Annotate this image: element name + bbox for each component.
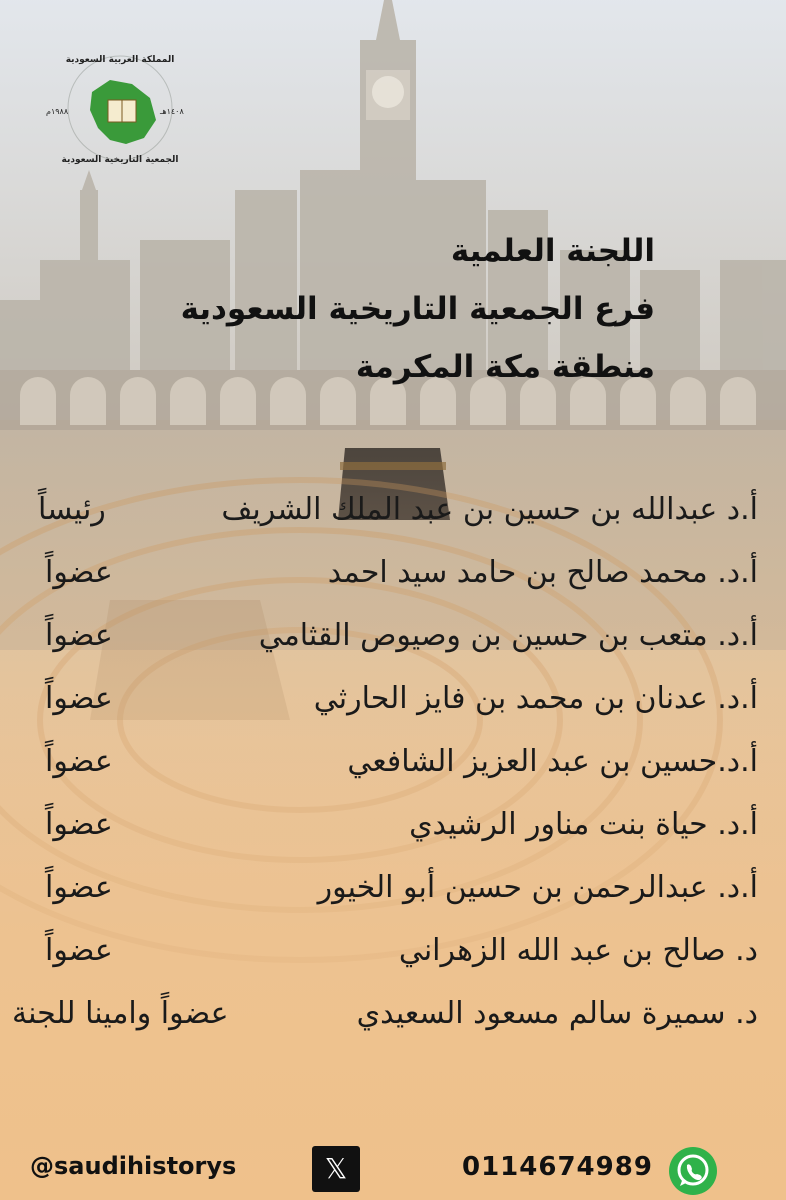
member-role: عضواً (45, 807, 113, 842)
list-item (0, 856, 786, 920)
member-name: أ.د.حسين بن عبد العزيز الشافعي (347, 744, 758, 779)
header-branch: فرع الجمعية التاريخية السعودية (180, 291, 655, 327)
list-item (0, 667, 786, 731)
committee-header (150, 222, 655, 396)
member-name: أ.د. محمد صالح بن حامد سيد احمد (327, 555, 758, 590)
member-role: عضواً (45, 618, 113, 653)
member-role: عضواً (45, 681, 113, 716)
x-logo-icon[interactable] (312, 1146, 360, 1192)
list-item (0, 730, 786, 794)
x-glyph: 𝕏 (324, 1152, 348, 1185)
saudi-historical-society-logo (40, 40, 200, 180)
list-item (0, 982, 786, 1046)
member-role: عضواً (45, 870, 113, 905)
logo-bottom-text: الجمعية التاريخية السعودية (61, 155, 179, 165)
member-role: عضواً (45, 555, 113, 590)
member-role: عضواً وامينا للجنة (12, 996, 229, 1031)
member-name: أ.د. حياة بنت مناور الرشيدي (409, 807, 758, 842)
member-name: أ.د. متعب بن حسين بن وصيوص القثامي (258, 618, 758, 653)
list-item (0, 541, 786, 605)
member-role: رئيساً (38, 492, 106, 527)
list-item (0, 919, 786, 983)
logo-top-text: المملكة العربية السعودية (65, 55, 175, 65)
social-handle[interactable]: @saudihistorys (30, 1152, 237, 1180)
header-title: اللجنة العلمية (450, 233, 655, 269)
member-name: أ.د. عبدالرحمن بن حسين أبو الخيور (317, 870, 758, 905)
member-role: عضواً (45, 933, 113, 968)
list-item (0, 793, 786, 857)
logo-year-hijri: ١٤٠٨هـ (160, 107, 184, 116)
member-name: د. صالح بن عبد الله الزهراني (398, 933, 758, 968)
list-item (0, 604, 786, 668)
list-item (0, 478, 786, 542)
header-region: منطقة مكة المكرمة (355, 349, 655, 385)
logo-year-greg: ١٩٨٨م (46, 107, 69, 116)
member-name: د. سميرة سالم مسعود السعيدي (356, 996, 758, 1031)
whatsapp-icon[interactable] (668, 1146, 718, 1196)
member-name: أ.د. عدنان بن محمد بن فايز الحارثي (313, 681, 758, 716)
phone-number[interactable]: 0114674989 (462, 1152, 653, 1182)
member-role: عضواً (45, 744, 113, 779)
member-name: أ.د عبدالله بن حسين بن عبد الملك الشريف (221, 492, 758, 527)
